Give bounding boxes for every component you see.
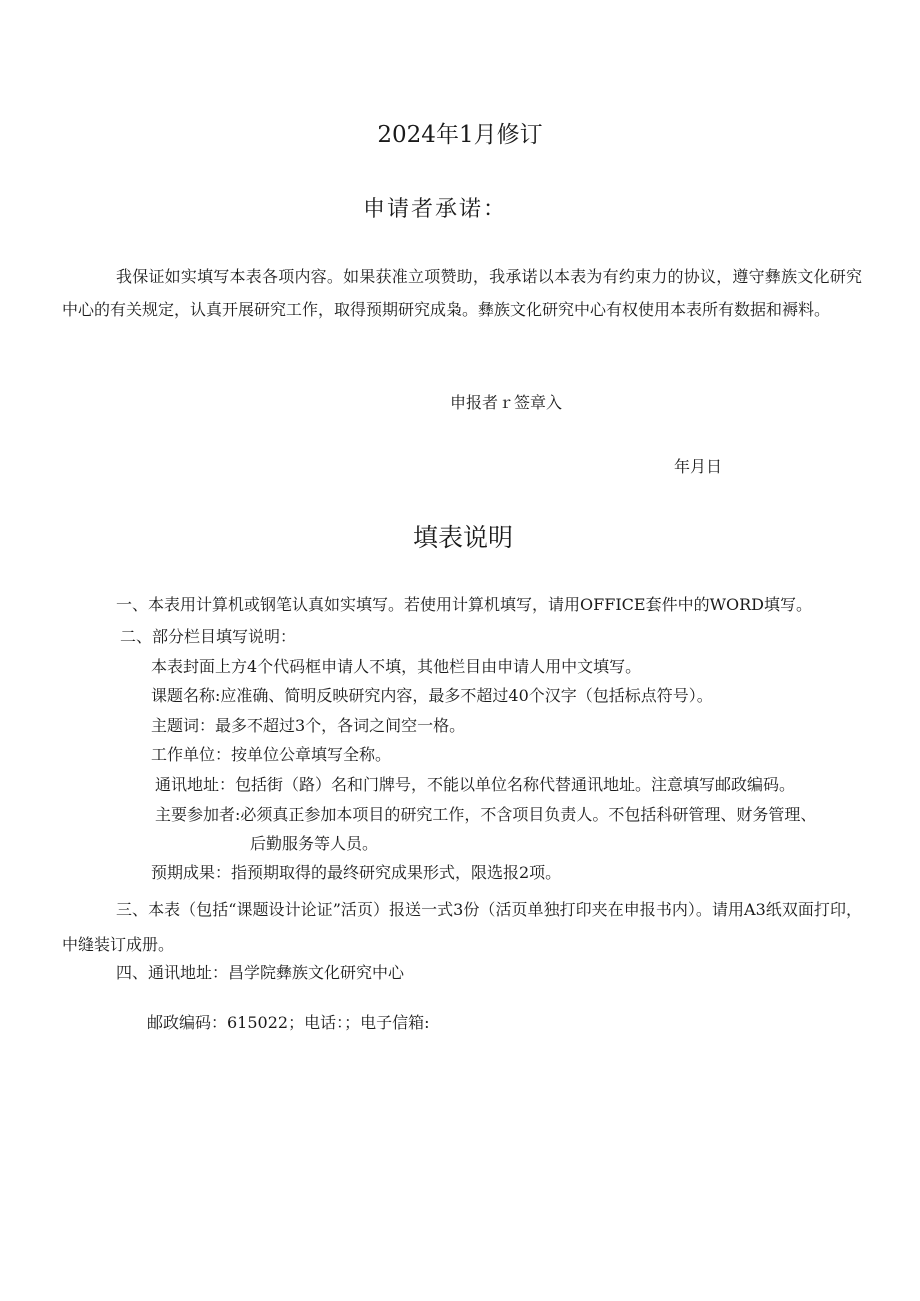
revision-date: 2024年1月修订 — [377, 122, 543, 148]
instruction-sub-item: 主要参加者:必须真正参加本项目的研究工作，不含项目负责人。不包括科研管理、财务管理、 — [155, 805, 817, 824]
signature-label: 申报者ｒ签章入 — [450, 393, 563, 412]
instruction-sub-item: 工作单位：按单位公章填写全称。 — [151, 745, 392, 764]
instruction-item-3: 三、本表（包括“课题设计论证”活页）报送一式3份（活页单独打印夹在申报书内）。请用A3纸双面打印，中缝装订成册。 — [62, 900, 862, 954]
instruction-item-1: 一、本表用计算机或钢笔认真如实填写。若使用计算机填写，请用OFFICE套件中的WORD填写。 — [116, 595, 813, 614]
date-label: 年月日 — [674, 457, 723, 476]
instruction-sub-item: 预期成果：指预期取得的最终研究成果形式，限选报2项。 — [151, 863, 562, 882]
instruction-sub-item: 本表封面上方4个代码框申请人不填，其他栏目由申请人用中文填写。 — [151, 657, 642, 676]
instruction-item-2: 二、部分栏目填写说明： — [120, 627, 297, 646]
instructions-title: 填表说明 — [412, 523, 513, 552]
instruction-sub-item: 课题名称:应准确、简明反映研究内容，最多不超过40个汉字（包括标点符号）。 — [151, 686, 713, 705]
contact-info: 邮政编码：615022；电话：；电子信箱: — [147, 1013, 430, 1032]
instruction-sub-item: 后勤服务等人员。 — [250, 834, 379, 853]
pledge-body: 我保证如实填写本表各项内容。如果获准立项赞助，我承诺以本表为有约束力的协议，遵守彝族文化研究中心的有关规定，认真开展研究工作，取得预期研究成枭。彝族文化研究中心有权使用本表所有数据和褥料。 — [62, 267, 862, 319]
pledge-title: 申请者承诺： — [362, 197, 507, 222]
instruction-sub-item: 通讯地址：包括街（路）名和门牌号，不能以单位名称代替通讯地址。注意填写邮政编码。 — [155, 775, 796, 794]
instruction-item-4: 四、通讯地址：昌学院彝族文化研究中心 — [116, 963, 405, 982]
instruction-sub-item: 主题词：最多不超过3个，各词之间空一格。 — [151, 716, 466, 735]
